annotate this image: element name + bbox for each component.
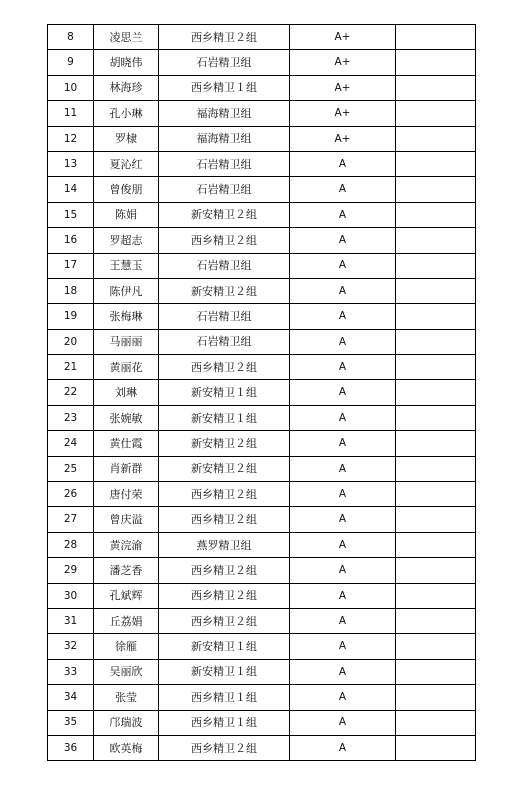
team-cell: 西乡精卫２组 (159, 355, 290, 380)
name-cell: 欧英梅 (94, 735, 159, 760)
row-number-cell: 33 (48, 659, 94, 684)
grade-cell: A (290, 278, 396, 303)
grade-cell: A (290, 228, 396, 253)
table-row (48, 735, 476, 760)
team-cell: 西乡精卫２组 (159, 558, 290, 583)
table-row (48, 507, 476, 532)
team-cell: 新安精卫２组 (159, 456, 290, 481)
name-cell: 唐付荣 (94, 482, 159, 507)
name-cell: 陈娟 (94, 202, 159, 227)
team-cell: 西乡精卫２组 (159, 608, 290, 633)
row-number-cell: 21 (48, 355, 94, 380)
table-row (48, 304, 476, 329)
grade-cell: A (290, 507, 396, 532)
row-number-cell: 19 (48, 304, 94, 329)
grade-cell: A (290, 482, 396, 507)
grade-cell: A (290, 202, 396, 227)
remarks-cell (396, 735, 476, 760)
team-cell: 新安精卫１组 (159, 380, 290, 405)
table-row (48, 583, 476, 608)
row-number-cell: 13 (48, 151, 94, 176)
remarks-cell (396, 380, 476, 405)
table-row (48, 659, 476, 684)
team-cell: 福海精卫组 (159, 101, 290, 126)
team-cell: 新安精卫１组 (159, 405, 290, 430)
remarks-cell (396, 532, 476, 557)
table-row (48, 25, 476, 50)
table-row (48, 75, 476, 100)
team-cell: 石岩精卫组 (159, 177, 290, 202)
team-cell: 石岩精卫组 (159, 253, 290, 278)
row-number-cell: 34 (48, 685, 94, 710)
table-row (48, 558, 476, 583)
remarks-cell (396, 583, 476, 608)
row-number-cell: 25 (48, 456, 94, 481)
grade-cell: A (290, 532, 396, 557)
grade-cell: A+ (290, 101, 396, 126)
team-cell: 西乡精卫１组 (159, 685, 290, 710)
grade-cell: A (290, 304, 396, 329)
table-row (48, 380, 476, 405)
grade-cell: A (290, 405, 396, 430)
team-cell: 西乡精卫２组 (159, 735, 290, 760)
grade-cell: A (290, 329, 396, 354)
row-number-cell: 26 (48, 482, 94, 507)
name-cell: 徐雁 (94, 634, 159, 659)
table-row (48, 329, 476, 354)
row-number-cell: 15 (48, 202, 94, 227)
grade-cell: A (290, 634, 396, 659)
team-cell: 新安精卫２组 (159, 431, 290, 456)
name-cell: 陈伊凡 (94, 278, 159, 303)
table-row (48, 151, 476, 176)
grade-cell: A+ (290, 75, 396, 100)
name-cell: 马丽丽 (94, 329, 159, 354)
name-cell: 张莹 (94, 685, 159, 710)
remarks-cell (396, 177, 476, 202)
results-table (47, 24, 476, 761)
table-row (48, 532, 476, 557)
grade-cell: A (290, 659, 396, 684)
row-number-cell: 10 (48, 75, 94, 100)
team-cell: 石岩精卫组 (159, 304, 290, 329)
table-row (48, 126, 476, 151)
row-number-cell: 9 (48, 50, 94, 75)
name-cell: 潘芝香 (94, 558, 159, 583)
row-number-cell: 8 (48, 25, 94, 50)
name-cell: 刘琳 (94, 380, 159, 405)
row-number-cell: 24 (48, 431, 94, 456)
table-row (48, 355, 476, 380)
grade-cell: A+ (290, 25, 396, 50)
grade-cell: A (290, 456, 396, 481)
row-number-cell: 14 (48, 177, 94, 202)
name-cell: 孔小琳 (94, 101, 159, 126)
team-cell: 新安精卫２组 (159, 202, 290, 227)
grade-cell: A+ (290, 126, 396, 151)
remarks-cell (396, 25, 476, 50)
row-number-cell: 31 (48, 608, 94, 633)
grade-cell: A (290, 710, 396, 735)
name-cell: 罗超志 (94, 228, 159, 253)
name-cell: 黄浣渝 (94, 532, 159, 557)
grade-cell: A+ (290, 50, 396, 75)
remarks-cell (396, 431, 476, 456)
name-cell: 黄仕霞 (94, 431, 159, 456)
table-row (48, 456, 476, 481)
remarks-cell (396, 329, 476, 354)
remarks-cell (396, 151, 476, 176)
name-cell: 曾庆溢 (94, 507, 159, 532)
table-row (48, 253, 476, 278)
results-table-body (48, 25, 476, 761)
remarks-cell (396, 507, 476, 532)
grade-cell: A (290, 583, 396, 608)
team-cell: 新安精卫１组 (159, 634, 290, 659)
row-number-cell: 22 (48, 380, 94, 405)
team-cell: 石岩精卫组 (159, 151, 290, 176)
remarks-cell (396, 202, 476, 227)
table-row (48, 202, 476, 227)
table-row (48, 685, 476, 710)
team-cell: 新安精卫１组 (159, 659, 290, 684)
name-cell: 肖新群 (94, 456, 159, 481)
row-number-cell: 29 (48, 558, 94, 583)
remarks-cell (396, 608, 476, 633)
remarks-cell (396, 355, 476, 380)
name-cell: 丘荔娟 (94, 608, 159, 633)
table-row (48, 431, 476, 456)
row-number-cell: 12 (48, 126, 94, 151)
row-number-cell: 35 (48, 710, 94, 735)
grade-cell: A (290, 177, 396, 202)
table-row (48, 710, 476, 735)
name-cell: 胡晓伟 (94, 50, 159, 75)
team-cell: 西乡精卫２组 (159, 25, 290, 50)
team-cell: 西乡精卫２组 (159, 583, 290, 608)
table-row (48, 177, 476, 202)
remarks-cell (396, 482, 476, 507)
team-cell: 石岩精卫组 (159, 50, 290, 75)
grade-cell: A (290, 735, 396, 760)
row-number-cell: 36 (48, 735, 94, 760)
remarks-cell (396, 75, 476, 100)
name-cell: 罗棣 (94, 126, 159, 151)
table-row (48, 228, 476, 253)
remarks-cell (396, 558, 476, 583)
name-cell: 黄丽花 (94, 355, 159, 380)
row-number-cell: 27 (48, 507, 94, 532)
remarks-cell (396, 710, 476, 735)
row-number-cell: 17 (48, 253, 94, 278)
row-number-cell: 32 (48, 634, 94, 659)
row-number-cell: 30 (48, 583, 94, 608)
table-row (48, 50, 476, 75)
team-cell: 西乡精卫１组 (159, 710, 290, 735)
team-cell: 新安精卫２组 (159, 278, 290, 303)
grade-cell: A (290, 558, 396, 583)
row-number-cell: 23 (48, 405, 94, 430)
remarks-cell (396, 228, 476, 253)
team-cell: 西乡精卫２组 (159, 507, 290, 532)
table-row (48, 278, 476, 303)
grade-cell: A (290, 431, 396, 456)
table-row (48, 101, 476, 126)
remarks-cell (396, 50, 476, 75)
row-number-cell: 28 (48, 532, 94, 557)
name-cell: 张婉敏 (94, 405, 159, 430)
table-row (48, 482, 476, 507)
name-cell: 邝瑞波 (94, 710, 159, 735)
name-cell: 孔斌辉 (94, 583, 159, 608)
remarks-cell (396, 456, 476, 481)
name-cell: 林海珍 (94, 75, 159, 100)
team-cell: 燕罗精卫组 (159, 532, 290, 557)
remarks-cell (396, 634, 476, 659)
grade-cell: A (290, 355, 396, 380)
row-number-cell: 11 (48, 101, 94, 126)
name-cell: 夏沁红 (94, 151, 159, 176)
team-cell: 福海精卫组 (159, 126, 290, 151)
team-cell: 西乡精卫２组 (159, 228, 290, 253)
table-row (48, 405, 476, 430)
name-cell: 凌思兰 (94, 25, 159, 50)
team-cell: 西乡精卫２组 (159, 482, 290, 507)
grade-cell: A (290, 380, 396, 405)
remarks-cell (396, 278, 476, 303)
name-cell: 张梅琳 (94, 304, 159, 329)
remarks-cell (396, 685, 476, 710)
name-cell: 王慧玉 (94, 253, 159, 278)
remarks-cell (396, 126, 476, 151)
row-number-cell: 18 (48, 278, 94, 303)
team-cell: 石岩精卫组 (159, 329, 290, 354)
remarks-cell (396, 253, 476, 278)
table-row (48, 634, 476, 659)
remarks-cell (396, 659, 476, 684)
grade-cell: A (290, 253, 396, 278)
table-row (48, 608, 476, 633)
grade-cell: A (290, 608, 396, 633)
name-cell: 吴丽欣 (94, 659, 159, 684)
remarks-cell (396, 304, 476, 329)
row-number-cell: 16 (48, 228, 94, 253)
grade-cell: A (290, 151, 396, 176)
name-cell: 曾俊朋 (94, 177, 159, 202)
grade-cell: A (290, 685, 396, 710)
remarks-cell (396, 101, 476, 126)
team-cell: 西乡精卫１组 (159, 75, 290, 100)
row-number-cell: 20 (48, 329, 94, 354)
remarks-cell (396, 405, 476, 430)
